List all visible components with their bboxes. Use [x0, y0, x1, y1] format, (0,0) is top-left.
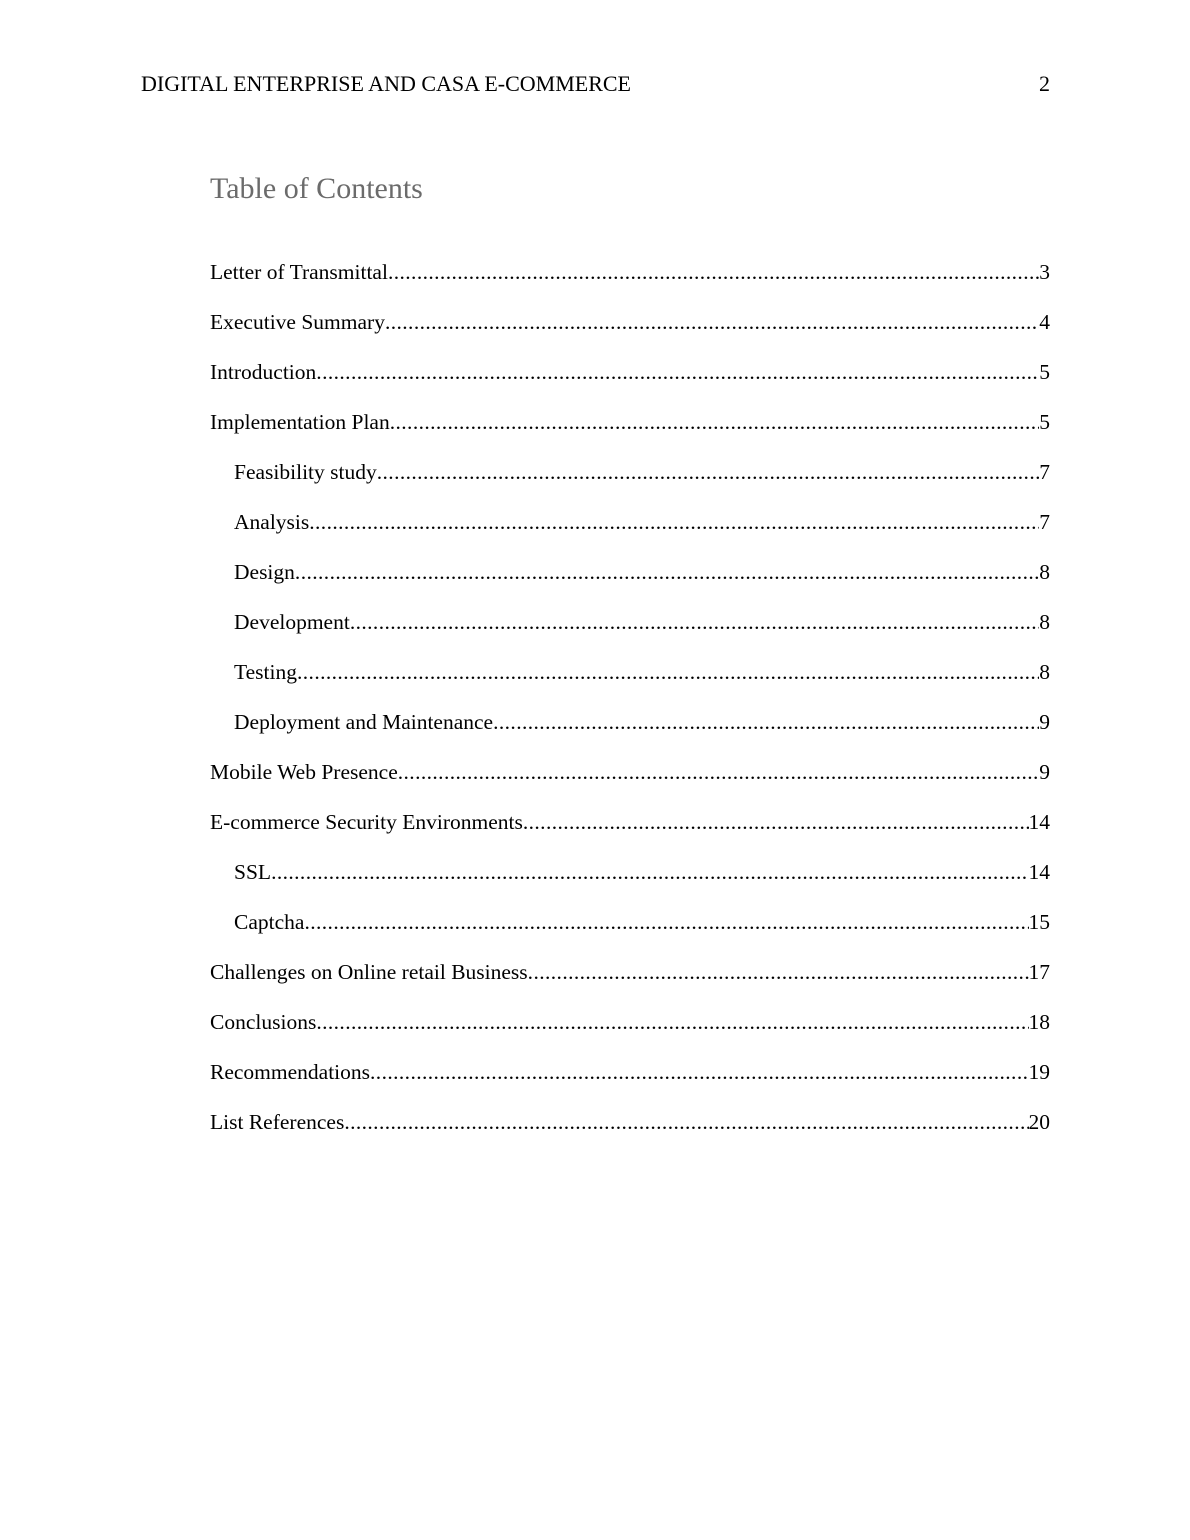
toc-entry-label: Conclusions	[210, 1010, 317, 1034]
toc-entry-page-number: 8	[1039, 610, 1050, 634]
toc-entry[interactable]	[210, 957, 1050, 1007]
toc-entry-label: Feasibility study	[234, 460, 377, 484]
toc-entry-page-number: 8	[1039, 560, 1050, 584]
toc-entry[interactable]	[210, 457, 1050, 507]
toc-dot-leader	[390, 407, 1040, 437]
toc-entry-label: Mobile Web Presence	[210, 760, 398, 784]
running-head-title: DIGITAL ENTERPRISE AND CASA E-COMMERCE	[141, 71, 631, 96]
toc-entry[interactable]	[210, 807, 1050, 857]
toc-entry[interactable]	[210, 507, 1050, 557]
toc-entry-label: Captcha	[234, 910, 305, 934]
toc-entry-label: Executive Summary	[210, 310, 385, 334]
toc-entry-label: Implementation Plan	[210, 410, 390, 434]
toc-dot-leader	[388, 257, 1039, 287]
toc-entry-label: List References	[210, 1110, 345, 1134]
toc-entry[interactable]	[210, 1107, 1050, 1157]
toc-dot-leader	[385, 307, 1039, 337]
toc-dot-leader	[528, 957, 1029, 987]
toc-dot-leader	[304, 907, 1028, 937]
toc-entry[interactable]	[210, 657, 1050, 707]
toc-entry-page-number: 9	[1039, 710, 1050, 734]
toc-entry-page-number: 5	[1039, 360, 1050, 384]
toc-dot-leader	[350, 607, 1039, 637]
toc-entry[interactable]	[210, 407, 1050, 457]
toc-entry[interactable]	[210, 307, 1050, 357]
toc-entry-label: Deployment and Maintenance	[234, 710, 494, 734]
toc-dot-leader	[271, 857, 1028, 887]
toc-dot-leader	[493, 707, 1039, 737]
toc-entry[interactable]	[210, 1057, 1050, 1107]
toc-entry-page-number: 20	[1028, 1110, 1050, 1134]
toc-entry-page-number: 14	[1028, 860, 1050, 884]
toc-entry-label: Development	[234, 610, 350, 634]
toc-dot-leader	[398, 757, 1040, 787]
page-number: 2	[1039, 71, 1050, 96]
toc-entry[interactable]	[210, 557, 1050, 607]
toc-entry-label: SSL	[234, 860, 272, 884]
toc-entry-page-number: 18	[1028, 1010, 1050, 1034]
toc-dot-leader	[344, 1107, 1028, 1137]
toc-entry-page-number: 7	[1039, 460, 1050, 484]
toc-dot-leader	[523, 807, 1029, 837]
toc-heading: Table of Contents	[210, 172, 423, 205]
toc-entry-page-number: 9	[1039, 760, 1050, 784]
toc-entry-page-number: 7	[1039, 510, 1050, 534]
toc-entry[interactable]	[210, 857, 1050, 907]
toc-entry[interactable]	[210, 907, 1050, 957]
toc-entry-label: E-commerce Security Environments	[210, 810, 523, 834]
toc-entry-label: Challenges on Online retail Business	[210, 960, 528, 984]
toc-entry-page-number: 3	[1039, 260, 1050, 284]
toc-dot-leader	[370, 1057, 1028, 1087]
toc-entry-page-number: 19	[1028, 1060, 1050, 1084]
toc-entry-label: Design	[234, 560, 295, 584]
toc-entry[interactable]	[210, 607, 1050, 657]
toc-entry-label: Recommendations	[210, 1060, 371, 1084]
toc-entry-page-number: 4	[1039, 310, 1050, 334]
toc-dot-leader	[316, 357, 1039, 387]
toc-entry-page-number: 17	[1028, 960, 1050, 984]
toc-dot-leader	[295, 557, 1039, 587]
toc-entry-label: Letter of Transmittal	[210, 260, 388, 284]
toc-dot-leader	[297, 657, 1039, 687]
toc-entry-label: Analysis	[234, 510, 310, 534]
toc-entry-page-number: 8	[1039, 660, 1050, 684]
running-header	[141, 70, 1050, 98]
toc-entry-page-number: 14	[1028, 810, 1050, 834]
toc-entry[interactable]	[210, 257, 1050, 307]
toc-entry-label: Introduction	[210, 360, 317, 384]
toc-dot-leader	[377, 457, 1040, 487]
toc-dot-leader	[316, 1007, 1028, 1037]
toc-entry-page-number: 15	[1028, 910, 1050, 934]
toc-entry[interactable]	[210, 1007, 1050, 1057]
toc-entry[interactable]	[210, 357, 1050, 407]
toc-entry-page-number: 5	[1039, 410, 1050, 434]
toc-entry-label: Testing	[234, 660, 297, 684]
toc-entry[interactable]	[210, 707, 1050, 757]
toc-dot-leader	[309, 507, 1039, 537]
toc-entry[interactable]	[210, 757, 1050, 807]
toc-list	[210, 257, 1050, 1157]
